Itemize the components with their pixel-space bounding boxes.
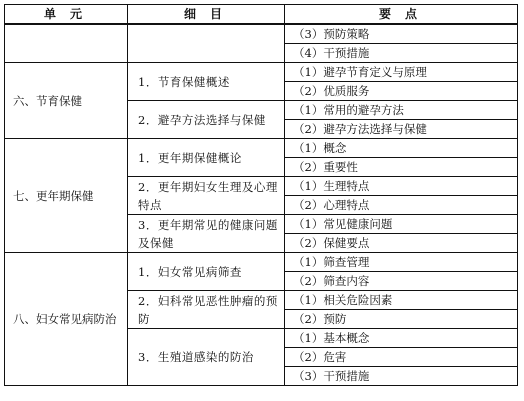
subtopic-cell <box>128 24 285 63</box>
subtopic-cell: 2．妇科常见恶性肿瘤的预防 <box>128 291 285 329</box>
header-points: 要点 <box>285 5 518 25</box>
table-row <box>5 139 518 158</box>
syllabus-table-container <box>4 4 517 386</box>
unit-cell <box>5 24 128 63</box>
table-row <box>5 24 518 44</box>
point-cell: （1）基本概念 <box>285 329 518 348</box>
point-cell: （2）优质服务 <box>285 82 518 101</box>
point-cell: （2）保健要点 <box>285 234 518 253</box>
point-cell: （1）概念 <box>285 139 518 158</box>
table-row <box>5 63 518 82</box>
subtopic-cell: 1．更年期保健概论 <box>128 139 285 177</box>
point-cell: （2）预防 <box>285 310 518 329</box>
subtopic-cell: 2．更年期妇女生理及心理特点 <box>128 177 285 215</box>
point-cell: （1）生理特点 <box>285 177 518 196</box>
point-cell: （3）预防策略 <box>285 24 518 44</box>
subtopic-cell: 3．更年期常见的健康问题及保健 <box>128 215 285 253</box>
point-cell: （2）避孕方法选择与保健 <box>285 120 518 139</box>
point-cell: （4）干预措施 <box>285 44 518 63</box>
table-header-row <box>5 5 518 25</box>
header-subtopic: 细目 <box>128 5 285 25</box>
point-cell: （1）相关危险因素 <box>285 291 518 310</box>
syllabus-table <box>4 4 518 386</box>
point-cell: （1）避孕节育定义与原理 <box>285 63 518 82</box>
header-unit: 单元 <box>5 5 128 25</box>
point-cell: （2）心理特点 <box>285 196 518 215</box>
point-cell: （1）常见健康问题 <box>285 215 518 234</box>
point-cell: （2）重要性 <box>285 158 518 177</box>
subtopic-cell: 1．妇女常见病筛查 <box>128 253 285 291</box>
unit-cell: 八、妇女常见病防治 <box>5 253 128 386</box>
unit-cell: 六、节育保健 <box>5 63 128 139</box>
subtopic-cell: 1．节育保健概述 <box>128 63 285 101</box>
subtopic-cell: 2．避孕方法选择与保健 <box>128 101 285 139</box>
unit-cell: 七、更年期保健 <box>5 139 128 253</box>
table-row <box>5 253 518 272</box>
point-cell: （1）常用的避孕方法 <box>285 101 518 120</box>
subtopic-cell: 3．生殖道感染的防治 <box>128 329 285 386</box>
point-cell: （3）干预措施 <box>285 367 518 386</box>
point-cell: （2）危害 <box>285 348 518 367</box>
point-cell: （2）筛查内容 <box>285 272 518 291</box>
point-cell: （1）筛查管理 <box>285 253 518 272</box>
